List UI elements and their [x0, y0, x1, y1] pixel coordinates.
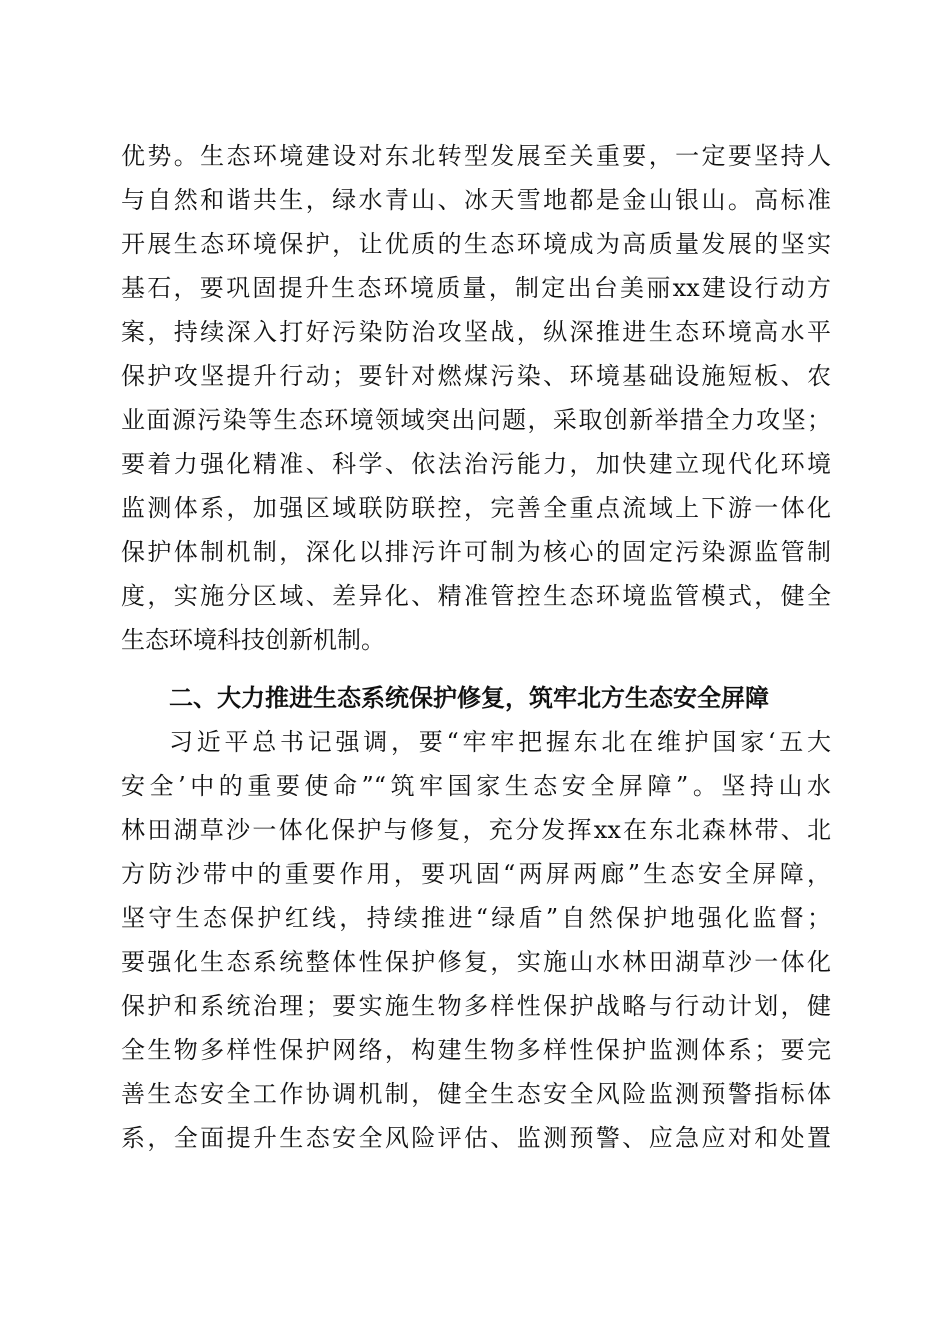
paragraph-1-line: 案，持续深入打好污染防治攻坚战，纵深推进生态环境高水平: [121, 318, 831, 346]
paragraph-1-line: 开展生态环境保护，让优质的生态环境成为高质量发展的坚实: [121, 230, 831, 258]
paragraph-1-line: 要着力强化精准、科学、依法治污能力，加快建立现代化环境: [121, 450, 831, 478]
paragraph-2-line: 林田湖草沙一体化保护与修复，充分发挥xx在东北森林带、北: [121, 816, 831, 844]
section-heading: 二、大力推进生态系统保护修复，筑牢北方生态安全屏障: [169, 684, 769, 712]
paragraph-1-line: 业面源污染等生态环境领域突出问题，采取创新举措全力攻坚；: [121, 406, 831, 434]
paragraph-2-line: 方防沙带中的重要作用，要巩固“两屏两廊”生态安全屏障，: [121, 860, 831, 888]
paragraph-1-line: 保护攻坚提升行动；要针对燃煤污染、环境基础设施短板、农: [121, 362, 831, 390]
paragraph-2-line: 善生态安全工作协调机制，健全生态安全风险监测预警指标体: [121, 1080, 831, 1108]
paragraph-2-line: 要强化生态系统整体性保护修复，实施山水林田湖草沙一体化: [121, 948, 831, 976]
paragraph-1-line: 优势。生态环境建设对东北转型发展至关重要，一定要坚持人: [121, 142, 831, 170]
paragraph-2-line: 安全’中的重要使命”“筑牢国家生态安全屏障”。坚持山水: [121, 772, 831, 800]
paragraph-1-line: 度，实施分区域、差异化、精准管控生态环境监管模式，健全: [121, 582, 831, 610]
paragraph-2-line: 坚守生态保护红线，持续推进“绿盾”自然保护地强化监督；: [121, 904, 831, 932]
paragraph-2-line: 系，全面提升生态安全风险评估、监测预警、应急应对和处置: [121, 1124, 831, 1152]
paragraph-1-line: 监测体系，加强区域联防联控，完善全重点流域上下游一体化: [121, 494, 831, 522]
paragraph-1-line: 保护体制机制，深化以排污许可制为核心的固定污染源监管制: [121, 538, 831, 566]
paragraph-2-line: 保护和系统治理；要实施生物多样性保护战略与行动计划，健: [121, 992, 831, 1020]
paragraph-2-line: 习近平总书记强调，要“牢牢把握东北在维护国家‘五大: [169, 728, 831, 756]
paragraph-1-line: 生态环境科技创新机制。: [121, 626, 385, 654]
paragraph-1-line: 与自然和谐共生，绿水青山、冰天雪地都是金山银山。高标准: [121, 186, 831, 214]
paragraph-1-line: 基石，要巩固提升生态环境质量，制定出台美丽xx建设行动方: [121, 274, 831, 302]
paragraph-2-line: 全生物多样性保护网络，构建生物多样性保护监测体系；要完: [121, 1036, 831, 1064]
